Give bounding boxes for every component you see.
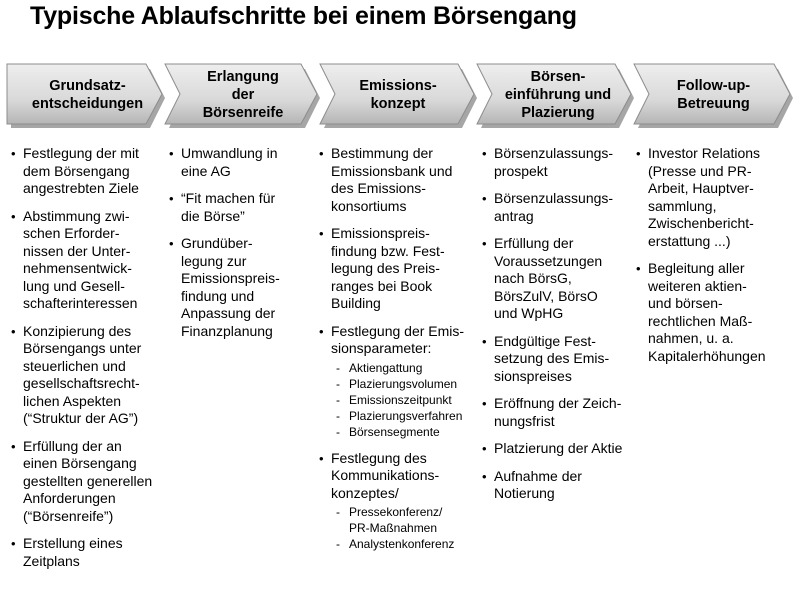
sub-list-item: - Plazierungsverfahren: [331, 408, 476, 424]
list-item-text: • Begleitung aller weiteren aktien- und börsen- rechtlichen Maß- nahmen, u. a. Kapitalerhöhungen: [648, 260, 766, 364]
list-item: [481, 440, 639, 458]
list-item: [481, 235, 639, 323]
list-item-text: • Abstimmung zwi- schen Erforder- nissen der Unter- nehmensentwick- lung und Gesell- schafterinteressen: [23, 207, 138, 311]
sub-list-item: - Börsensegmente: [331, 424, 476, 440]
page-title: Typische Ablaufschritte bei einem Börsengang: [30, 2, 577, 30]
stage-3-label: Emissions- konzept: [359, 78, 437, 112]
stage-item-list: [168, 145, 316, 340]
list-item: [481, 333, 639, 386]
list-item-text: • Erstellung eines Zeitplans: [23, 535, 123, 569]
list-item: [168, 145, 316, 180]
list-item: [10, 438, 162, 526]
sub-item-list: [331, 360, 476, 440]
list-item: [481, 395, 639, 430]
list-item-text: • “Fit machen für die Börse”: [181, 190, 276, 224]
list-item: [10, 323, 162, 428]
list-item-text: • Aufnahme der Notierung: [494, 467, 582, 501]
stage-5-label: Follow-up- Betreuung: [676, 78, 751, 112]
list-item-text: • Investor Relations (Presse und PR- Arbeit, Hauptver- sammlung, Zwischenbericht- erstattung ...): [648, 145, 761, 249]
sub-list-item: - Pressekonferenz/ PR-Maßnahmen: [331, 504, 476, 536]
list-item: [10, 208, 162, 313]
sub-list-item: - Plazierungsvolumen: [331, 376, 476, 392]
list-item: [318, 323, 476, 440]
list-item-text: • Festlegung der Emis- sionsparameter:: [331, 322, 465, 356]
list-item: [481, 145, 639, 180]
list-item-text: • Bestimmung der Emissionsbank und des Emissions- konsortiums: [331, 145, 453, 214]
stage-1-details: [10, 145, 162, 580]
list-item-text: • Endgültige Fest- setzung des Emis- sionspreises: [494, 332, 610, 384]
stage-4-details: [481, 145, 639, 513]
stage-item-list: [635, 145, 795, 365]
stage-4-label: Börsen- einführung und Plazierung: [504, 69, 612, 121]
stage-1-label: Grundsatz- entscheidungen: [31, 78, 144, 112]
stage-item-list: [318, 145, 476, 552]
list-item-text: • Festlegung des Kommunikations- konzeptes/: [331, 449, 440, 501]
list-item-text: • Erfüllung der an einen Börsengang gestellten generellen Anforderungen (“Börsenreife”): [23, 437, 153, 524]
list-item: [318, 225, 476, 313]
sub-list-item: - Emissionszeitpunkt: [331, 392, 476, 408]
list-item: [10, 145, 162, 198]
list-item-text: • Konzipierung des Börsengangs unter steuerlichen und gesellschaftsrecht- lichen Aspekten (“Struktur der AG”): [23, 322, 142, 426]
list-item: [635, 145, 795, 250]
list-item: [635, 260, 795, 365]
list-item-text: • Platzierung der Aktie: [494, 440, 623, 456]
list-item: [168, 190, 316, 225]
stage-2-label: Erlangung der Börsenreife: [202, 69, 284, 121]
list-item-text: • Börsenzulassungs- antrag: [494, 190, 614, 224]
sub-list-item: - Aktiengattung: [331, 360, 476, 376]
list-item: [168, 235, 316, 340]
stage-item-list: [481, 145, 639, 503]
list-item: [318, 450, 476, 553]
list-item: [318, 145, 476, 215]
list-item-text: • Grundüber- legung zur Emissionspreis- findung und Anpassung der Finanzplanung: [181, 235, 280, 339]
sub-list-item: - Analystenkonferenz: [331, 536, 476, 552]
sub-item-list: [331, 504, 476, 552]
list-item-text: • Umwandlung in eine AG: [181, 145, 278, 179]
list-item: [481, 468, 639, 503]
stage-3-details: [318, 145, 476, 562]
list-item-text: • Erfüllung der Voraussetzungen nach BörsG, BörsZulV, BörsO und WpHG: [494, 235, 603, 321]
list-item: [481, 190, 639, 225]
list-item-text: • Börsenzulassungs- prospekt: [494, 145, 614, 179]
list-item-text: • Eröffnung der Zeich- nungsfrist: [494, 395, 622, 429]
stage-2-details: [168, 145, 316, 350]
stage-5-details: [635, 145, 795, 375]
list-item: [10, 535, 162, 570]
process-chevrons: [0, 0, 800, 140]
list-item-text: • Emissionspreis- findung bzw. Fest- legung des Preis- ranges bei Book Building: [331, 225, 445, 311]
stage-item-list: [10, 145, 162, 570]
list-item-text: • Festlegung der mit dem Börsengang angestrebten Ziele: [23, 145, 139, 196]
